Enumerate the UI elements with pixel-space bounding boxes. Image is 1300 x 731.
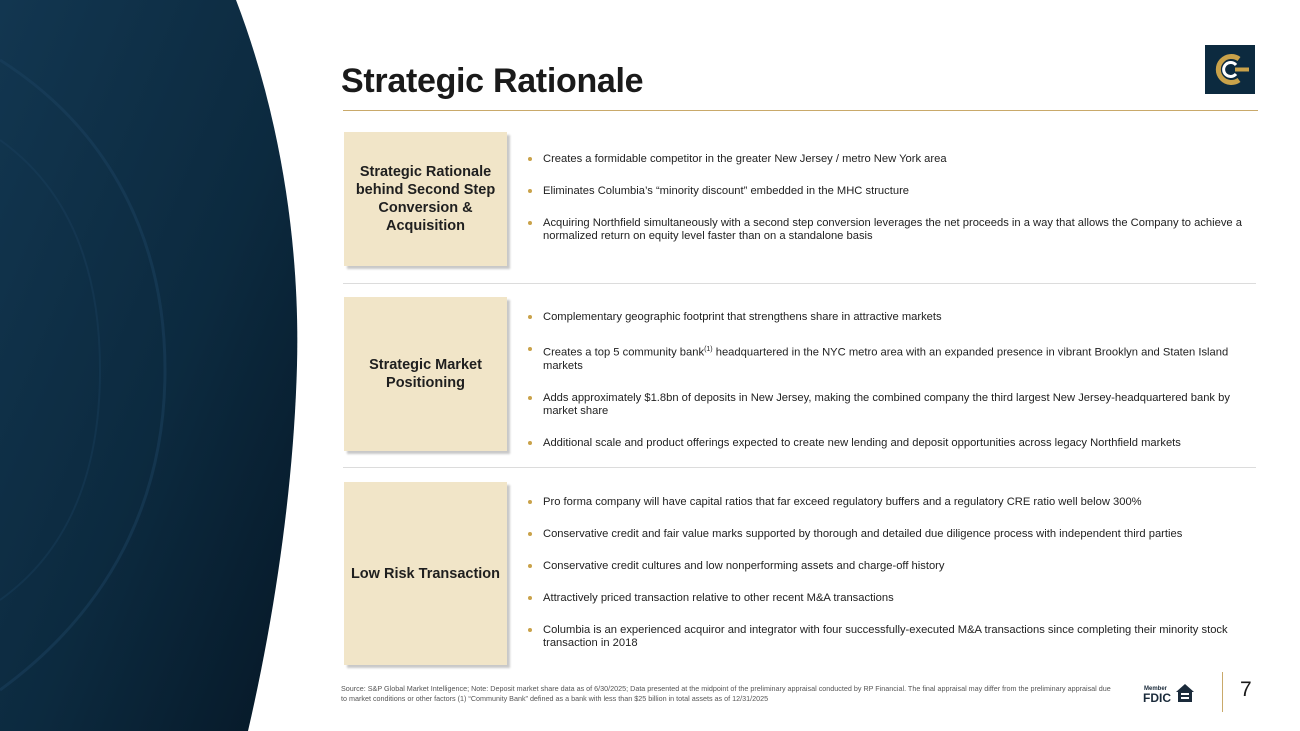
bullet-item: Conservative credit cultures and low nonperforming assets and charge-off history: [525, 560, 1250, 573]
decorative-background: [0, 0, 300, 731]
section-label-box: [344, 482, 507, 665]
bullet-item: Conservative credit and fair value marks supported by thorough and detailed due diligence process with independent third parties: [525, 528, 1250, 541]
section-label: Strategic Rationale behind Second Step Conversion & Acquisition: [355, 164, 496, 234]
bullet-text: headquartered in the NYC metro area with an expanded presence in vibrant Brooklyn and Staten Island markets: [543, 346, 1229, 372]
fdic-member-icon: [1143, 681, 1195, 705]
section-low-risk: [343, 482, 1258, 667]
footnote: Source: S&P Global Market Intelligence; Note: Deposit market share data as of 6/30/2025; Data presented at the midpoint of the preliminary appraisal conducted by RP Financial. The final appraisal may differ from the preliminary appraisal due to market conditions or other factors (1) “Community Bank” defined as a bank with less than $25 billion in total assets as of 12/31/2025: [341, 684, 1111, 703]
section-divider: [343, 283, 1256, 284]
bullet-item: Complementary geographic footprint that strengthens share in attractive markets: [525, 311, 1250, 324]
section-strategic-rationale: [343, 132, 1258, 268]
section-divider: [343, 467, 1256, 468]
bullet-item: Acquiring Northfield simultaneously with a second step conversion leverages the net proceeds in a way that allows the Company to achieve a normalized return on equity level faster than on a standalone basis: [525, 217, 1250, 243]
footnote-ref: (1): [704, 346, 713, 353]
fdic-member-text: Member: [1144, 686, 1168, 692]
page-number: 7: [1240, 678, 1252, 701]
bullet-list: [525, 311, 1250, 450]
section-market-positioning: [343, 297, 1258, 452]
footer-divider: [1222, 672, 1223, 712]
bullet-list: [525, 496, 1250, 650]
fdic-text: FDIC: [1143, 691, 1171, 705]
bullet-item: Pro forma company will have capital ratios that far exceed regulatory buffers and a regulatory CRE ratio well below 300%: [525, 496, 1250, 509]
title-divider: [343, 110, 1258, 111]
section-label-box: [344, 132, 507, 266]
bullet-item: Attractively priced transaction relative to other recent M&A transactions: [525, 592, 1250, 605]
bullet-item: Adds approximately $1.8bn of deposits in New Jersey, making the combined company the third largest New Jersey-headquartered bank by market share: [525, 392, 1250, 418]
section-label: Strategic Market Positioning: [369, 357, 482, 391]
bullet-item: Columbia is an experienced acquiror and integrator with four successfully-executed M&A transactions since completing their minority stock transaction in 2018: [525, 624, 1250, 650]
bullet-item: [525, 343, 1250, 373]
columbia-logo-icon: [1205, 45, 1255, 94]
bullet-text: Creates a top 5 community bank: [543, 346, 705, 359]
section-label-box: [344, 297, 507, 451]
page-title: Strategic Rationale: [341, 62, 644, 100]
bullet-item: Additional scale and product offerings expected to create new lending and deposit opportunities across legacy Northfield markets: [525, 437, 1250, 450]
bullet-item: Eliminates Columbia’s “minority discount” embedded in the MHC structure: [525, 185, 1250, 198]
bullet-list: [525, 153, 1250, 243]
section-label: Low Risk Transaction: [350, 565, 501, 582]
bullet-item: Creates a formidable competitor in the greater New Jersey / metro New York area: [525, 153, 1250, 166]
